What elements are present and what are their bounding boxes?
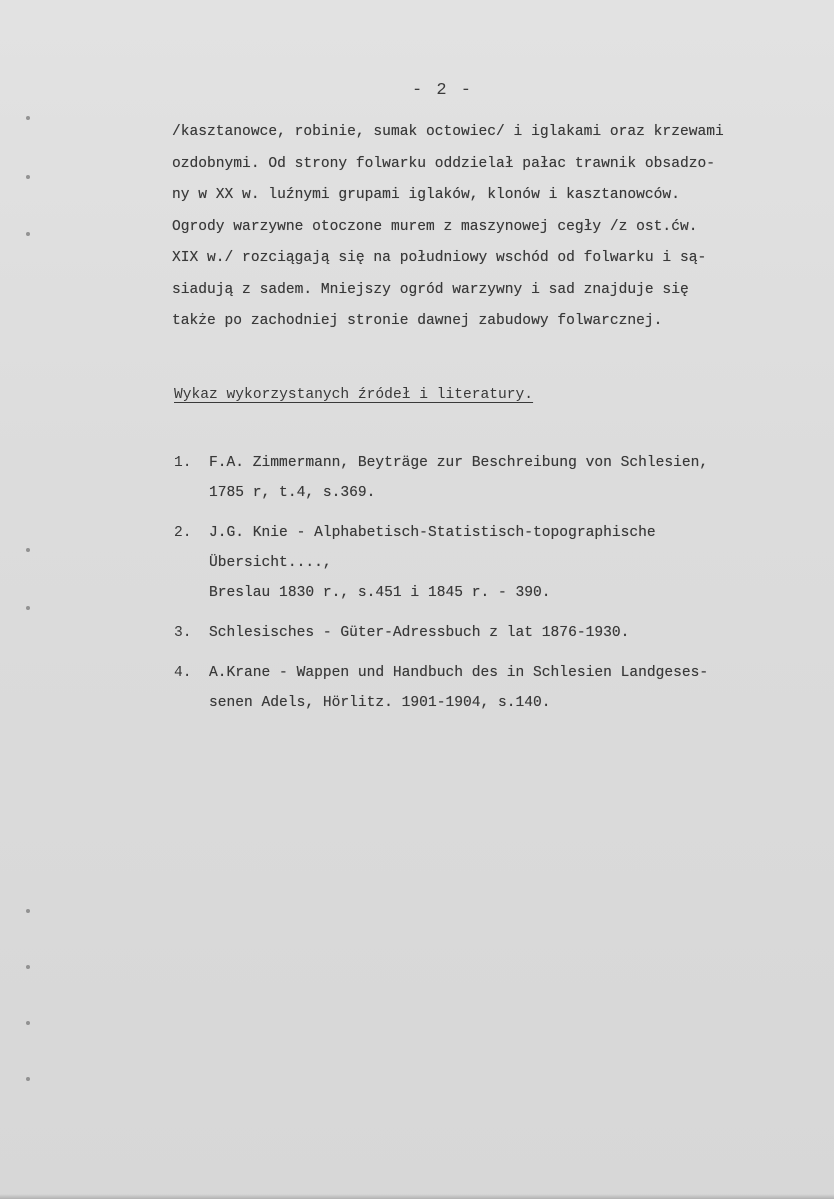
entry-number: 1.	[174, 455, 192, 471]
margin-mark	[26, 909, 30, 913]
margin-mark	[26, 175, 30, 179]
entry-line: Übersicht....,	[209, 555, 332, 571]
paragraph-line: XIX w./ rozciągają się na południowy wschód od folwarku i są-	[172, 250, 707, 266]
bibliography-entry	[174, 618, 814, 648]
entry-line: A.Krane - Wappen und Handbuch des in Schlesien Landgeses-	[209, 665, 709, 681]
margin-mark	[26, 965, 30, 969]
page-bottom-edge	[0, 1194, 834, 1199]
paragraph-line: Ogrody warzywne otoczone murem z maszynowej cegły /z ost.ćw.	[172, 218, 698, 235]
entry-line: Breslau 1830 r., s.451 i 1845 r. - 390.	[209, 585, 551, 601]
margin-mark	[26, 1021, 30, 1025]
margin-mark	[26, 548, 30, 552]
entry-line: F.A. Zimmermann, Beyträge zur Beschreibung von Schlesien,	[209, 455, 709, 471]
paragraph-line: ny w XX w. luźnymi grupami iglaków, klonów i kasztanowców.	[172, 187, 680, 203]
body-paragraph	[172, 117, 822, 338]
bibliography-entry	[174, 448, 814, 508]
entry-line: Schlesisches - Güter-Adressbuch z lat 1876-1930.	[209, 625, 630, 641]
page-number: - 2 -	[412, 81, 474, 100]
entry-line: senen Adels, Hörlitz. 1901-1904, s.140.	[209, 695, 551, 711]
bibliography-entry	[174, 658, 814, 718]
margin-mark	[26, 1077, 30, 1081]
bibliography-heading: Wykaz wykorzystanych źródeł i literatury.	[174, 387, 534, 403]
paragraph-line: ozdobnymi. Od strony folwarku oddzielał pałac trawnik obsadzo-	[172, 155, 715, 172]
bibliography-entry	[174, 518, 814, 608]
bibliography-list	[174, 448, 814, 728]
paragraph-line: siadują z sadem. Mniejszy ogród warzywny i sad znajduje się	[172, 281, 689, 298]
paragraph-line: /kasztanowce, robinie, sumak octowiec/ i iglakami oraz krzewami	[172, 124, 724, 140]
margin-mark	[26, 606, 30, 610]
paragraph-line: także po zachodniej stronie dawnej zabudowy folwarcznej.	[172, 313, 663, 329]
margin-mark	[26, 116, 30, 120]
entry-number: 2.	[174, 525, 192, 541]
entry-number: 3.	[174, 625, 192, 641]
entry-line: J.G. Knie - Alphabetisch-Statistisch-topographische	[209, 525, 656, 541]
margin-mark	[26, 232, 30, 236]
entry-line: 1785 r, t.4, s.369.	[209, 485, 376, 501]
entry-number: 4.	[174, 665, 192, 681]
